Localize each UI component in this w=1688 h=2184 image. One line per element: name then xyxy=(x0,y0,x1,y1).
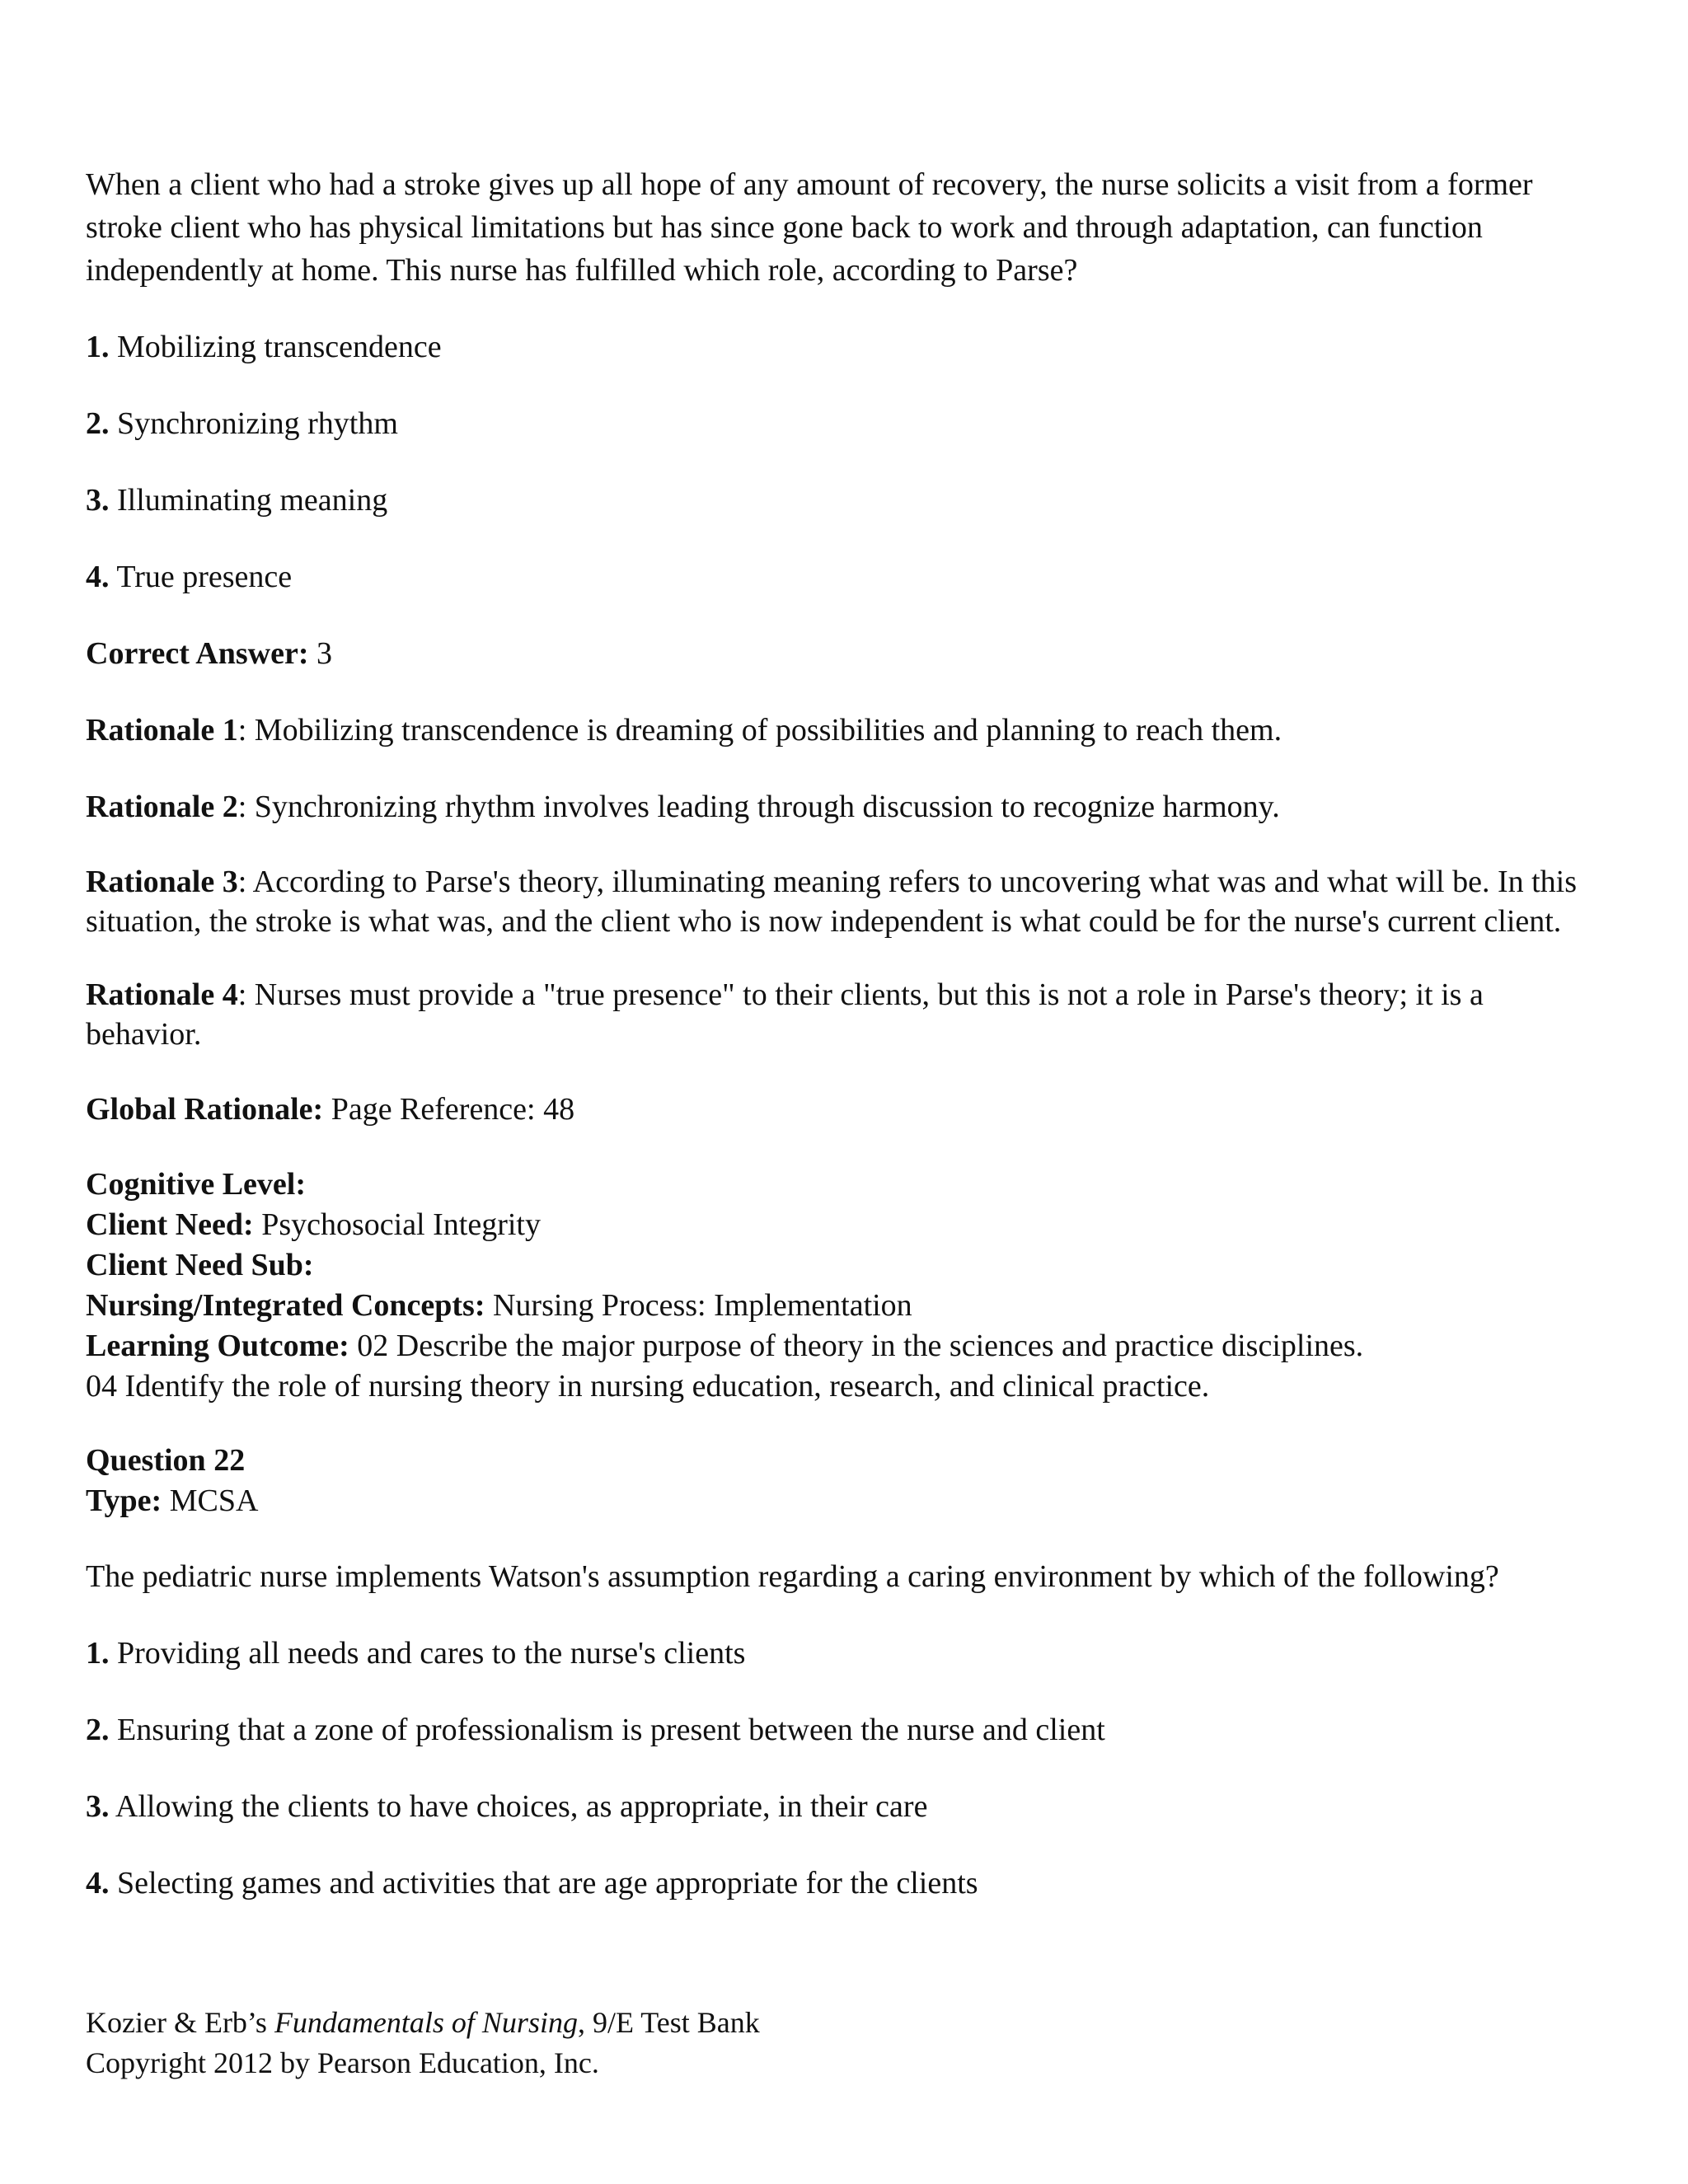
integrated-concepts-value: Nursing Process: Implementation xyxy=(492,1288,912,1323)
question-type-value: MCSA xyxy=(169,1483,259,1518)
cognitive-level-label: Cognitive Level: xyxy=(86,1167,307,1202)
option-text: Selecting games and activities that are age appropriate for the clients xyxy=(117,1866,978,1900)
answer-option xyxy=(86,1785,1602,1828)
question-type-label: Type: xyxy=(86,1483,162,1518)
answer-option xyxy=(86,326,1602,368)
learning-outcome xyxy=(86,1326,1602,1366)
rationale-text: : Synchronizing rhythm involves leading through discussion to recognize harmony. xyxy=(237,790,1280,824)
document-page xyxy=(86,163,1602,1938)
answer-option xyxy=(86,1862,1602,1905)
rationale-label: Rationale 4 xyxy=(86,977,238,1012)
option-text: Ensuring that a zone of professionalism is present between the nurse and client xyxy=(117,1713,1105,1747)
cognitive-level xyxy=(86,1165,1602,1205)
client-need xyxy=(86,1205,1602,1245)
option-number: 1. xyxy=(86,330,110,364)
question-stem: The pediatric nurse implements Watson's assumption regarding a caring environment by which of the following? xyxy=(86,1559,1499,1594)
learning-outcome-label: Learning Outcome: xyxy=(86,1329,349,1363)
question-stem: When a client who had a stroke gives up all hope of any amount of recovery, the nurse solicits a visit from a former stroke client who has physical limitations but has since gone back to work and through adaptation, can function independently at home. This nurse has fulfilled which role, according to Parse? xyxy=(86,167,1533,288)
option-text: Allowing the clients to have choices, as appropriate, in their care xyxy=(115,1789,928,1824)
rationale xyxy=(86,862,1602,941)
option-text: Mobilizing transcendence xyxy=(117,330,442,364)
rationale-label: Rationale 2 xyxy=(86,790,238,824)
footer-edition: , 9/E Test Bank xyxy=(577,2006,760,2039)
footer-copyright: Copyright 2012 by Pearson Education, Inc. xyxy=(86,2046,599,2079)
answer-option xyxy=(86,1708,1602,1751)
rationale xyxy=(86,975,1602,1054)
rationale-text: : According to Parse's theory, illuminating meaning refers to uncovering what was and what will be. In this situation, the stroke is what was, and the client who is now independent is what could be for the nurse's current client. xyxy=(86,865,1578,939)
integrated-concepts xyxy=(86,1286,1602,1326)
answer-option xyxy=(86,479,1602,522)
option-number: 3. xyxy=(86,483,110,518)
global-rationale-label: Global Rationale: xyxy=(86,1092,324,1127)
footer-title-italic: Fundamentals of Nursing xyxy=(274,2006,578,2039)
option-number: 1. xyxy=(86,1636,110,1671)
answer-option xyxy=(86,402,1602,445)
rationale xyxy=(86,709,1602,752)
option-text: Providing all needs and cares to the nurse's clients xyxy=(117,1636,746,1671)
correct-answer-value: 3 xyxy=(316,636,332,671)
option-number: 4. xyxy=(86,1866,110,1900)
question-metadata xyxy=(86,1165,1602,1407)
client-need-sub xyxy=(86,1245,1602,1286)
option-number: 2. xyxy=(86,1713,110,1747)
page-footer xyxy=(86,2003,760,2083)
option-text: Illuminating meaning xyxy=(117,483,388,518)
option-number: 2. xyxy=(86,406,110,441)
global-rationale xyxy=(86,1088,1602,1131)
option-number: 3. xyxy=(86,1789,110,1824)
rationale xyxy=(86,785,1602,828)
option-number: 4. xyxy=(86,560,110,594)
global-rationale-text: Page Reference: 48 xyxy=(331,1092,575,1127)
integrated-concepts-label: Nursing/Integrated Concepts: xyxy=(86,1288,485,1323)
learning-outcome-continued: 04 Identify the role of nursing theory in nursing education, research, and clinical practice. xyxy=(86,1369,1210,1404)
footer-authors: Kozier & Erb’s xyxy=(86,2006,274,2039)
learning-outcome-value: 02 Describe the major purpose of theory in the sciences and practice disciplines. xyxy=(357,1329,1364,1363)
correct-answer-label: Correct Answer: xyxy=(86,636,309,671)
client-need-value: Psychosocial Integrity xyxy=(261,1207,541,1242)
option-text: True presence xyxy=(116,560,293,594)
client-need-label: Client Need: xyxy=(86,1207,254,1242)
question-type xyxy=(86,1481,1602,1521)
rationale-text: : Nurses must provide a "true presence" to their clients, but this is not a role in Parse's theory; it is a behavior. xyxy=(86,977,1484,1052)
correct-answer xyxy=(86,632,1602,675)
rationale-label: Rationale 1 xyxy=(86,713,238,748)
answer-option xyxy=(86,555,1602,598)
question-header xyxy=(86,1441,1602,1521)
client-need-sub-label: Client Need Sub: xyxy=(86,1248,314,1282)
question-number: Question 22 xyxy=(86,1443,246,1478)
footer-book-title xyxy=(86,2003,760,2043)
rationale-label: Rationale 3 xyxy=(86,865,238,899)
option-text: Synchronizing rhythm xyxy=(117,406,398,441)
rationale-text: : Mobilizing transcendence is dreaming of possibilities and planning to reach them. xyxy=(237,713,1282,748)
answer-option xyxy=(86,1632,1602,1675)
